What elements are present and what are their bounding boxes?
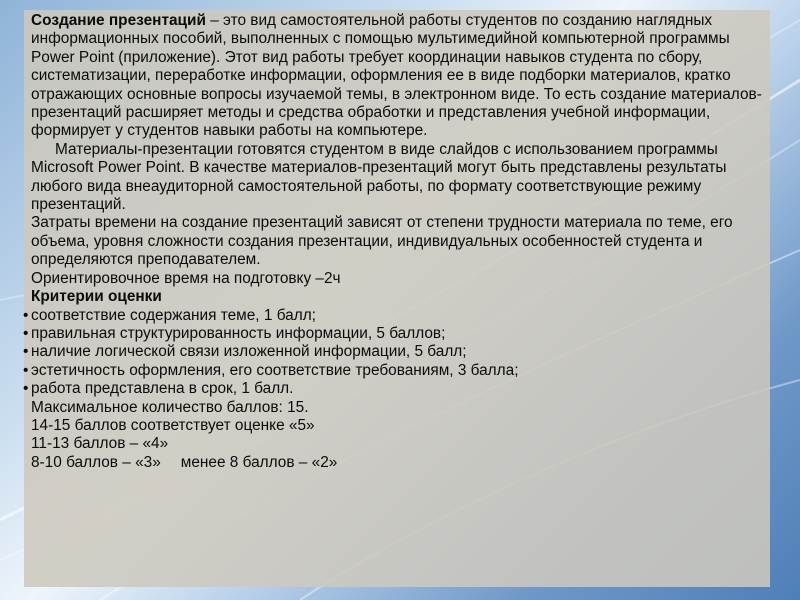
list-item: • наличие логической связи изложенной информации, 5 балл; xyxy=(23,343,467,361)
max-score: Максимальное количество баллов: 15. xyxy=(31,398,309,416)
bullet-icon: • xyxy=(23,306,29,324)
list-item: • правильная структурированность информации, 5 баллов; xyxy=(23,324,446,342)
intro-term: Создание презентаций xyxy=(31,12,206,29)
grade-4: 11-13 баллов – «4» xyxy=(31,435,169,453)
bullet-icon: • xyxy=(23,380,29,398)
paragraph-intro xyxy=(31,12,771,141)
paragraph-time-costs: Затраты времени на создание презентаций зависят от степени трудности материала по теме, его объема, уровня сложности создания презентации, индивидуальных особенностей студента и определяются преподавателем. xyxy=(31,214,733,269)
criteria-list xyxy=(23,306,771,399)
grade-3: 8-10 баллов – «3» xyxy=(31,453,161,471)
bullet-icon: • xyxy=(23,343,29,361)
grade-2: менее 8 баллов – «2» xyxy=(180,453,338,471)
criteria-title: Критерии оценки xyxy=(31,288,162,306)
list-item: • эстетичность оформления, его соответствие требованиям, 3 балла; xyxy=(23,361,519,379)
paragraph-prep-time: Ориентировочное время на подготовку –2ч xyxy=(31,269,341,287)
list-item: • работа представлена в срок, 1 балл. xyxy=(23,380,294,398)
paragraph-materials: Материалы-презентации готовятся студентом в виде слайдов с использованием программы Microsoft Power Point. В качестве материалов-презентаций могут быть представлены результаты любого вида внеаудиторной самостоятельной работы, по формату соответствующие режиму презентаций. xyxy=(31,140,727,214)
grade-5: 14-15 баллов соответствует оценке «5» xyxy=(31,416,315,434)
list-item: • соответствие содержания теме, 1 балл; xyxy=(23,306,316,324)
grade-3-and-2 xyxy=(31,454,771,472)
bullet-icon: • xyxy=(23,324,29,342)
slide-content xyxy=(23,12,771,472)
intro-text: – это вид самостоятельной работы студентов по созданию наглядных информационных пособий, выполненных с помощью мультимедийной компьютерной программы Power Point (приложение). Этот вид работы требует координации навыков студента по сбору, систематизации, переработке информации, оформления ее в виде подборки материалов, кратко отражающих основные вопросы изучаемой темы, в электронном виде. То есть создание материалов-презентаций расширяет методы и средства обработки и представления учебной информации, формирует у студентов навыки работы на компьютере. xyxy=(31,12,762,140)
bullet-icon: • xyxy=(23,361,29,379)
